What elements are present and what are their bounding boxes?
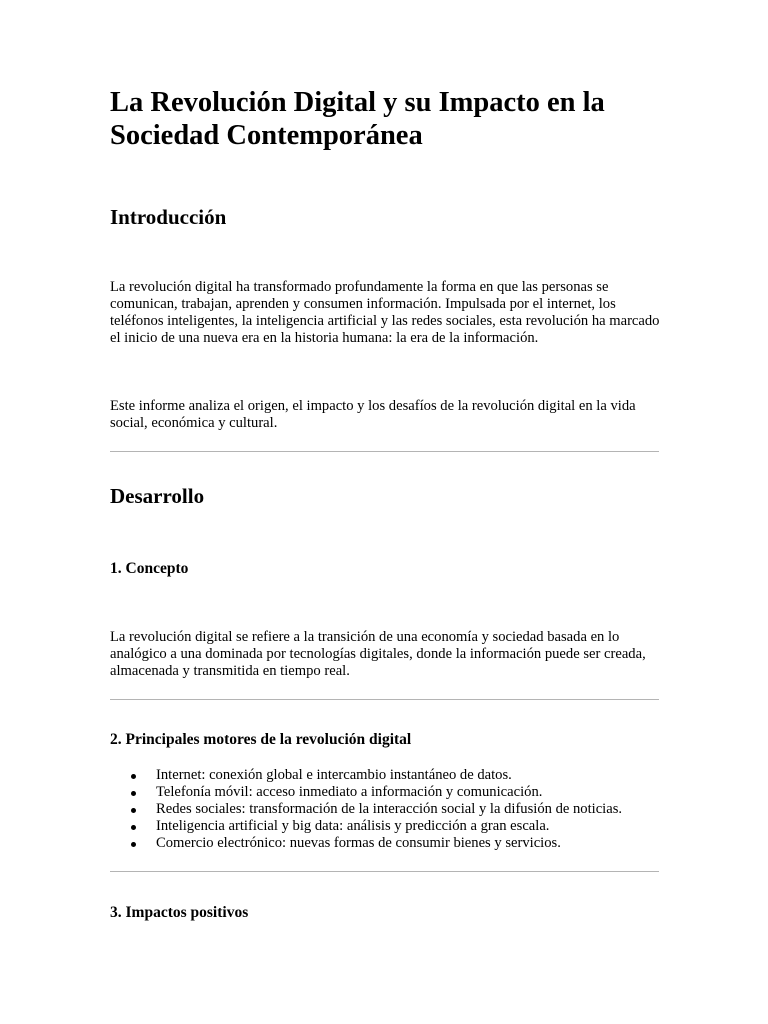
bullet-icon <box>131 808 136 813</box>
subheading-impactos: 3. Impactos positivos <box>110 904 249 921</box>
subheading-concepto: 1. Concepto <box>110 560 189 577</box>
section-divider <box>110 871 659 872</box>
list-item-text: Redes sociales: transformación de la interacción social y la difusión de noticias. <box>156 801 623 817</box>
list-item <box>110 835 670 852</box>
intro-paragraph-2: Este informe analiza el origen, el impacto y los desafíos de la revolución digital en la vida social, económica y cultural. <box>110 398 636 431</box>
list-item-text: Internet: conexión global e intercambio instantáneo de datos. <box>156 767 512 783</box>
motores-list <box>110 767 670 852</box>
concepto-paragraph: La revolución digital se refiere a la transición de una economía y sociedad basada en lo analógico a una dominada por tecnologías digitales, donde la información puede ser creada, almacenada y transmitida en tiempo real. <box>110 629 646 679</box>
bullet-icon <box>131 842 136 847</box>
document-title: La Revolución Digital y su Impacto en la Sociedad Contemporánea <box>110 87 605 151</box>
bullet-icon <box>131 791 136 796</box>
list-item-text: Comercio electrónico: nuevas formas de consumir bienes y servicios. <box>156 835 561 851</box>
list-item <box>110 801 670 818</box>
section-divider <box>110 699 659 700</box>
section-heading-introduccion: Introducción <box>110 205 227 229</box>
subheading-motores: 2. Principales motores de la revolución digital <box>110 731 412 748</box>
bullet-icon <box>131 774 136 779</box>
bullet-icon <box>131 825 136 830</box>
list-item-text: Telefonía móvil: acceso inmediato a información y comunicación. <box>156 784 543 800</box>
list-item <box>110 784 670 801</box>
intro-paragraph-1: La revolución digital ha transformado profundamente la forma en que las personas se comunican, trabajan, aprenden y consumen información. Impulsada por el internet, los teléfonos inteligentes, la inteligencia artificial y las redes sociales, esta revolución ha marcado el inicio de una nueva era en la historia humana: la era de la información. <box>110 279 660 346</box>
list-item <box>110 767 670 784</box>
list-item <box>110 818 670 835</box>
section-divider <box>110 451 659 452</box>
section-heading-desarrollo: Desarrollo <box>110 484 205 508</box>
list-item-text: Inteligencia artificial y big data: análisis y predicción a gran escala. <box>156 818 550 834</box>
